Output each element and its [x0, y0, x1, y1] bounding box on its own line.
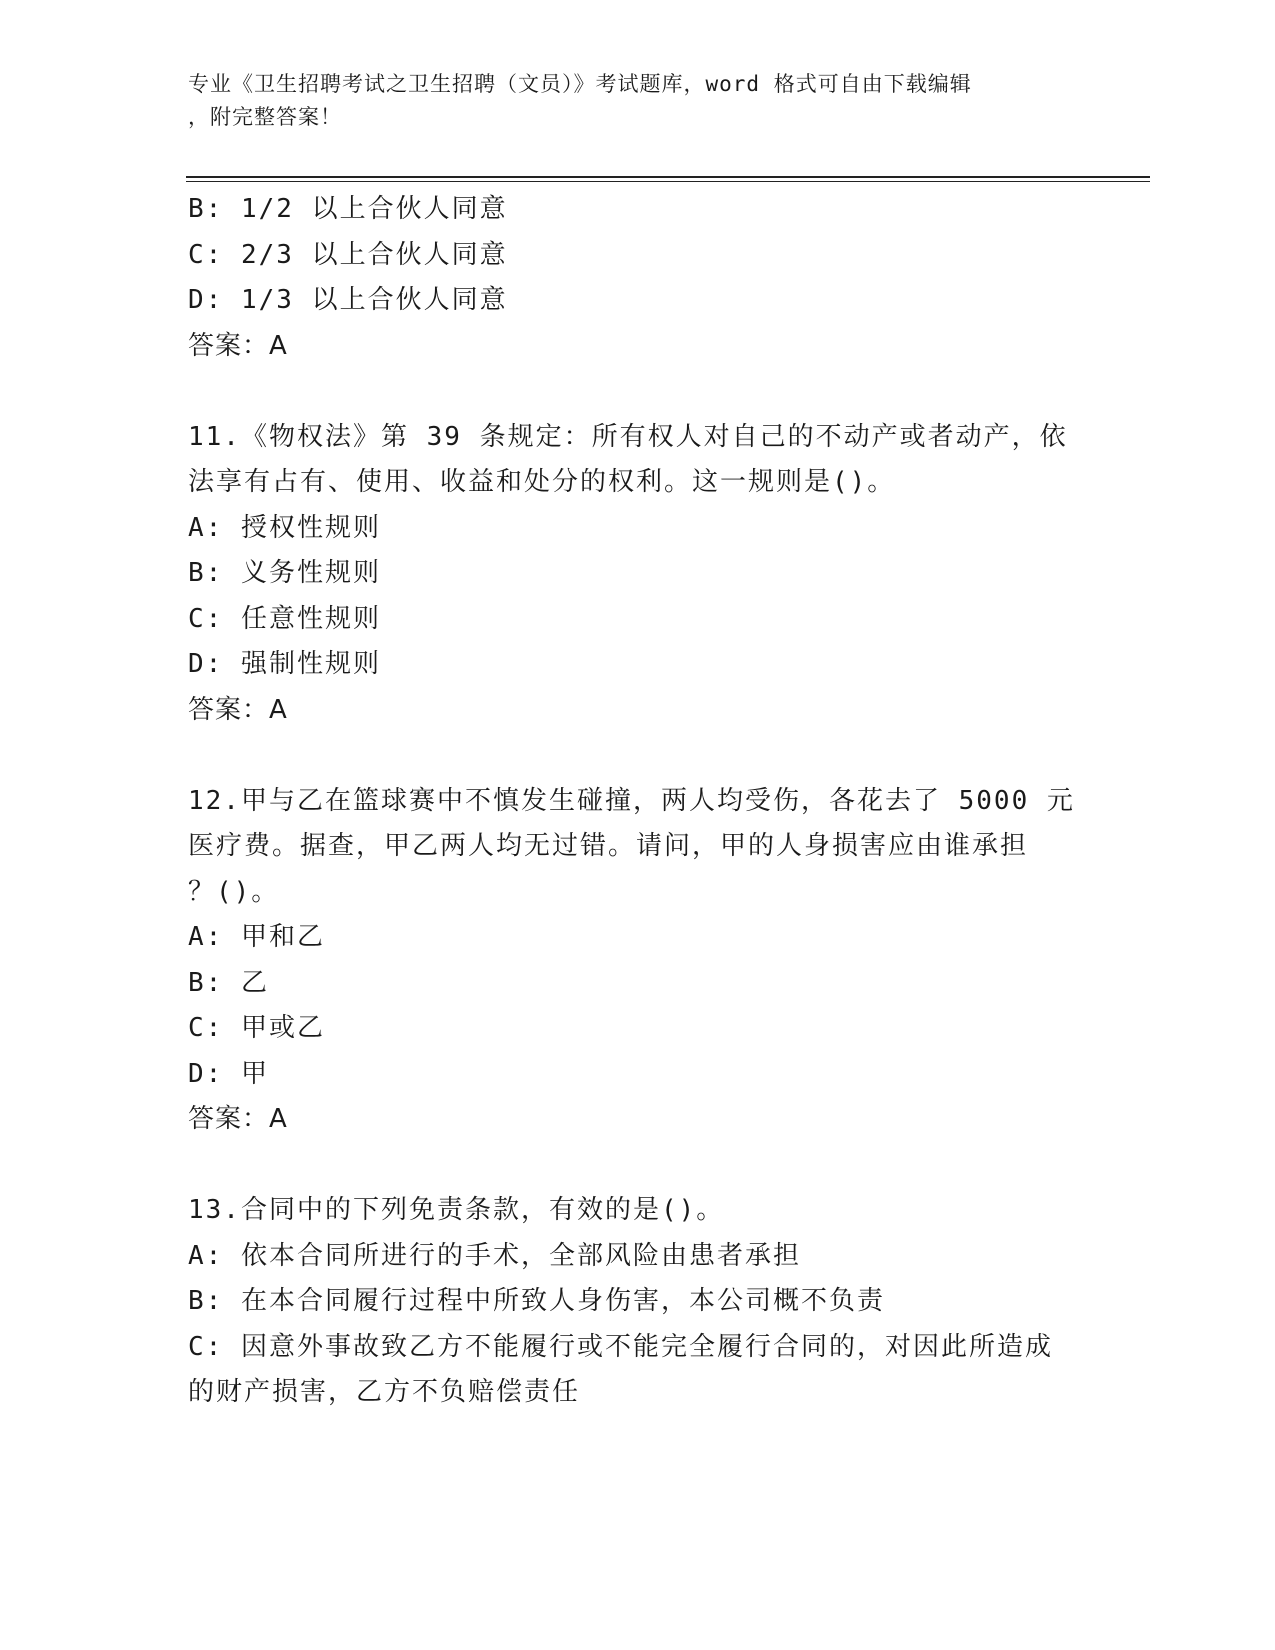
option-c: C: 甲或乙	[188, 1013, 325, 1043]
page-header	[188, 68, 1068, 134]
option-d: D: 强制性规则	[188, 649, 381, 679]
option-a: A: 依本合同所进行的手术，全部风险由患者承担	[188, 1240, 801, 1271]
answer: 答案：A	[188, 330, 288, 361]
spacer	[188, 733, 1088, 779]
question-partial	[188, 187, 1088, 369]
header-line-2: ，附完整答案！	[188, 105, 342, 129]
question-13	[188, 1188, 1088, 1416]
question-11	[188, 415, 1088, 734]
spacer	[188, 1143, 1088, 1189]
header-rule-thin	[186, 181, 1150, 182]
option-c: C: 任意性规则	[188, 603, 381, 634]
answer: 答案：A	[188, 694, 288, 725]
question-stem: ？()。	[188, 876, 280, 907]
question-stem: 医疗费。据查，甲乙两人均无过错。请问，甲的人身损害应由谁承担	[188, 831, 1029, 861]
option-d: D: 1/3 以上合伙人同意	[188, 285, 508, 315]
option-b: B: 义务性规则	[188, 558, 381, 588]
option-a: A: 甲和乙	[188, 922, 325, 952]
spacer	[188, 369, 1088, 415]
option-d: D: 甲	[188, 1058, 269, 1089]
option-b: B: 1/2 以上合伙人同意	[188, 194, 508, 224]
question-stem: 法享有占有、使用、收益和处分的权利。这一规则是()。	[188, 467, 896, 497]
option-c: C: 2/3 以上合伙人同意	[188, 239, 508, 270]
question-stem: 11.《物权法》第 39 条规定：所有权人对自己的不动产或者动产，依	[188, 421, 1068, 452]
header-line-1: 专业《卫生招聘考试之卫生招聘（文员）》考试题库，word 格式可自由下载编辑	[188, 72, 972, 96]
option-a: A: 授权性规则	[188, 512, 381, 543]
question-stem: 12.甲与乙在篮球赛中不慎发生碰撞，两人均受伤，各花去了 5000 元	[188, 785, 1075, 816]
question-12	[188, 779, 1088, 1143]
question-stem: 13.合同中的下列免责条款，有效的是()。	[188, 1195, 725, 1225]
answer: 答案：A	[188, 1104, 288, 1134]
option-b: B: 乙	[188, 967, 269, 998]
option-b: B: 在本合同履行过程中所致人身伤害，本公司概不负责	[188, 1286, 885, 1316]
option-c-continued: 的财产损害，乙方不负赔偿责任	[188, 1377, 581, 1407]
header-rule-thick	[186, 176, 1150, 178]
question-body	[188, 187, 1088, 1416]
option-c: C: 因意外事故致乙方不能履行或不能完全履行合同的，对因此所造成	[188, 1331, 1053, 1362]
